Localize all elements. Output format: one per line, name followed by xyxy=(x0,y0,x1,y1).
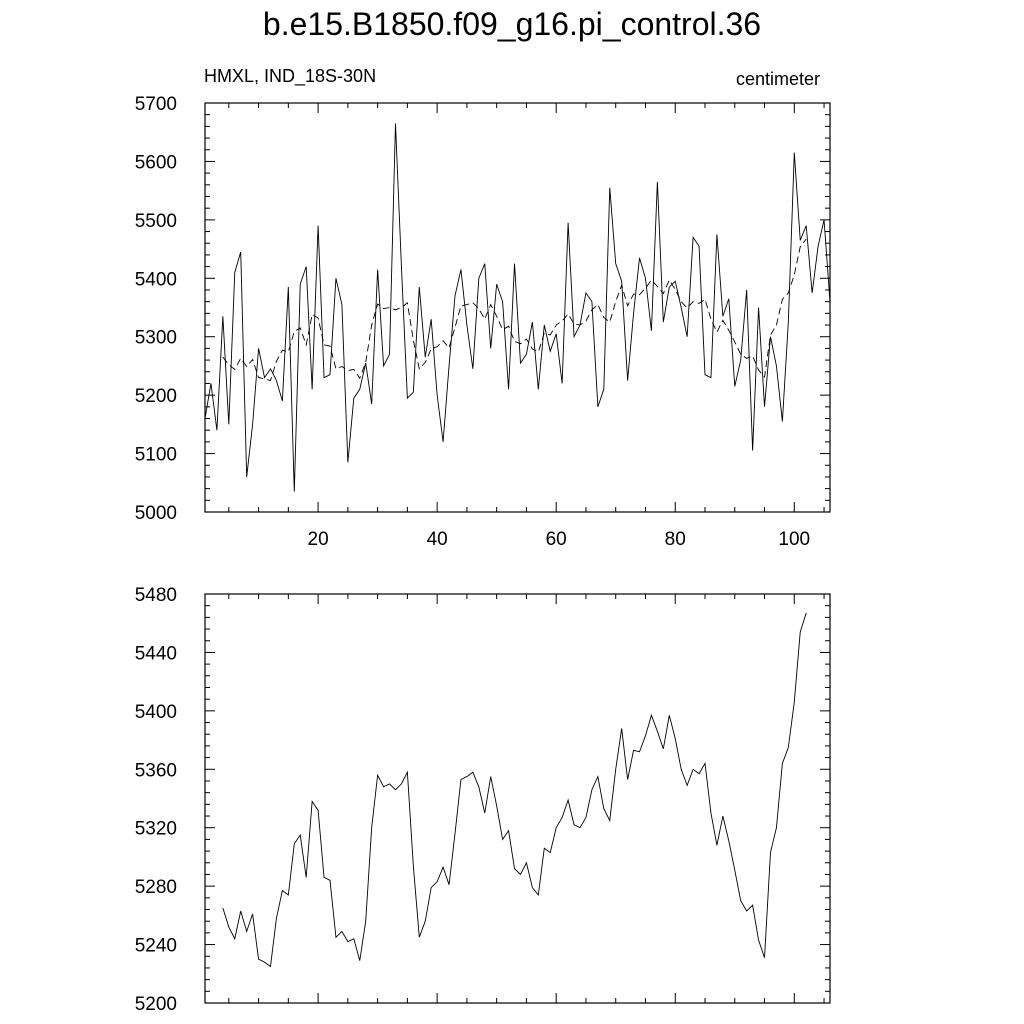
chart-title: b.e15.B1850.f09_g16.pi_control.36 xyxy=(262,6,762,42)
y-tick-label: 5440 xyxy=(134,643,177,665)
y-tick-label: 5280 xyxy=(134,877,177,899)
y-tick-label: 5600 xyxy=(134,152,177,174)
series-line xyxy=(205,123,830,491)
units-label: centimeter xyxy=(735,69,820,89)
series-line xyxy=(223,613,806,966)
x-tick-label: 80 xyxy=(664,529,686,550)
y-tick-label: 5000 xyxy=(134,503,177,524)
y-tick-label: 5500 xyxy=(134,210,177,232)
bottom-panel-frame xyxy=(205,594,830,1003)
y-tick-label: 5300 xyxy=(134,327,177,349)
y-tick-label: 5700 xyxy=(134,94,177,115)
y-tick-label: 5360 xyxy=(134,760,177,782)
x-tick-label: 20 xyxy=(307,529,329,550)
x-tick-label: 60 xyxy=(545,529,567,550)
top-panel-group xyxy=(135,94,830,550)
y-tick-label: 5320 xyxy=(134,818,177,840)
y-tick-label: 5240 xyxy=(134,935,177,957)
y-tick-label: 5200 xyxy=(134,386,177,408)
x-tick-label: 100 xyxy=(778,529,811,550)
y-tick-label: 5200 xyxy=(134,994,177,1015)
bottom-panel-group xyxy=(135,585,830,1015)
y-tick-label: 5400 xyxy=(134,701,177,723)
x-tick-label: 40 xyxy=(426,529,448,550)
y-tick-label: 5400 xyxy=(134,269,177,291)
y-tick-label: 5100 xyxy=(134,444,177,466)
y-tick-label: 5480 xyxy=(134,585,177,606)
variable-label: HMXL, IND_18S-30N xyxy=(204,66,377,86)
